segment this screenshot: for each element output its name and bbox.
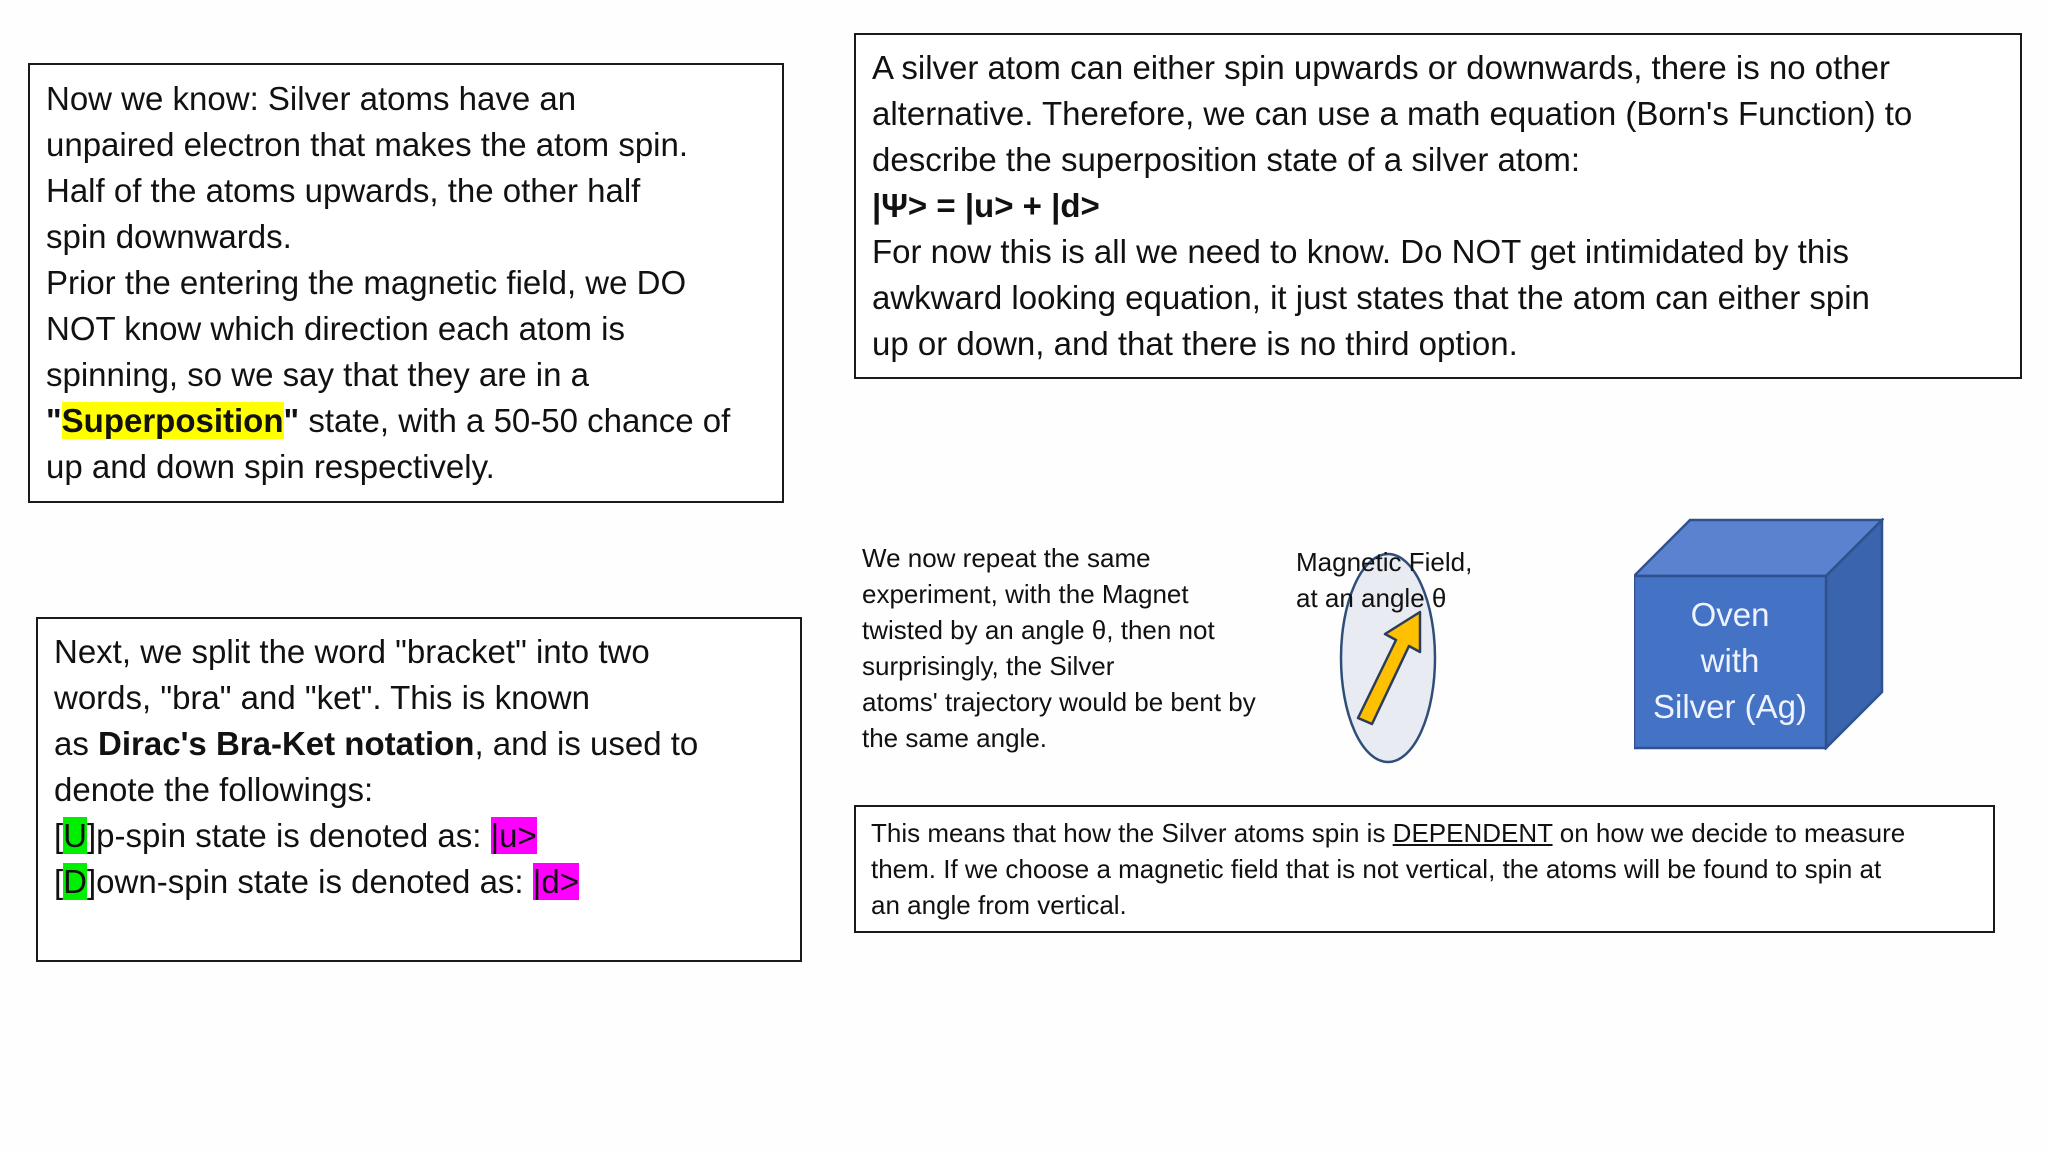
text-line: denote the followings: xyxy=(54,771,374,808)
text-run: as xyxy=(54,725,99,762)
text-line: them. If we choose a magnetic field that is not vertical, the atoms will be found to spin at xyxy=(871,854,1882,884)
up-ket: |u> xyxy=(490,817,537,854)
superposition-term: Superposition xyxy=(61,402,284,439)
born-function-textbox xyxy=(854,33,2022,379)
text-run: This means that how the Silver atoms spin is xyxy=(871,818,1393,848)
text-run: , and is used to xyxy=(474,725,699,762)
text-line: For now this is all we need to know. Do NOT get intimidated by this xyxy=(872,233,1850,270)
text-line: Now we know: Silver atoms have an xyxy=(46,80,577,117)
text-line: at an angle θ xyxy=(1296,583,1447,613)
up-letter: U xyxy=(63,817,88,854)
text-line: Magnetic Field, xyxy=(1296,547,1473,577)
experiment-description xyxy=(862,540,1302,756)
text-line xyxy=(54,721,784,767)
text-line: NOT know which direction each atom is xyxy=(46,310,625,347)
text-line: with xyxy=(1700,642,1760,679)
text-run: ]p-spin state is denoted as: xyxy=(87,817,491,854)
text-line: words, "bra" and "ket". This is known xyxy=(54,679,590,716)
text-line: up and down spin respectively. xyxy=(46,448,495,485)
quote-open: " xyxy=(46,402,62,439)
text-run: ]own-spin state is denoted as: xyxy=(87,863,533,900)
down-spin-line xyxy=(54,859,784,905)
bracket-open: [ xyxy=(54,817,64,854)
text-line: surprisingly, the Silver xyxy=(862,651,1115,681)
down-ket: |d> xyxy=(532,863,579,900)
bracket-open: [ xyxy=(54,863,64,900)
text-line: spin downwards. xyxy=(46,218,292,255)
superposition-line-rest: state, with a 50-50 chance of xyxy=(299,402,731,439)
text-line: atoms' trajectory would be bent by xyxy=(862,687,1256,717)
text-line xyxy=(46,398,766,444)
text-line: alternative. Therefore, we can use a math equation (Born's Function) to xyxy=(872,95,1913,132)
text-line: We now repeat the same xyxy=(862,543,1151,573)
text-line: spinning, so we say that they are in a xyxy=(46,356,589,393)
down-letter: D xyxy=(63,863,88,900)
equation-text: |Ψ> = |u> + |d> xyxy=(872,187,1100,224)
text-line: experiment, with the Magnet xyxy=(862,579,1189,609)
text-line: the same angle. xyxy=(862,723,1048,753)
up-spin-line xyxy=(54,813,784,859)
magnet-label xyxy=(1296,544,1472,616)
dependent-term: DEPENDENT xyxy=(1392,818,1553,848)
text-run: on how we decide to measure xyxy=(1552,818,1906,848)
oven-label xyxy=(1636,592,1824,730)
quote-close: " xyxy=(283,402,300,439)
text-line: Next, we split the word "bracket" into two xyxy=(54,633,650,670)
text-line: awkward looking equation, it just states that the atom can either spin xyxy=(872,279,1870,316)
dependent-textbox xyxy=(854,805,1995,933)
text-line: Prior the entering the magnetic field, we DO xyxy=(46,264,687,301)
braket-textbox xyxy=(36,617,802,962)
text-line: A silver atom can either spin upwards or downwards, there is no other xyxy=(872,49,1891,86)
wave-equation xyxy=(872,183,2004,229)
text-line: unpaired electron that makes the atom spin. xyxy=(46,126,689,163)
text-line: describe the superposition state of a silver atom: xyxy=(872,141,1581,178)
text-line: twisted by an angle θ, then not xyxy=(862,615,1215,645)
text-line: Silver (Ag) xyxy=(1652,688,1808,725)
text-line: Half of the atoms upwards, the other half xyxy=(46,172,641,209)
text-line: up or down, and that there is no third option. xyxy=(872,325,1518,362)
text-line: an angle from vertical. xyxy=(871,890,1127,920)
superposition-textbox xyxy=(28,63,784,503)
text-line: Oven xyxy=(1690,596,1770,633)
braket-term: Dirac's Bra-Ket notation xyxy=(98,725,475,762)
text-line xyxy=(871,815,1978,851)
